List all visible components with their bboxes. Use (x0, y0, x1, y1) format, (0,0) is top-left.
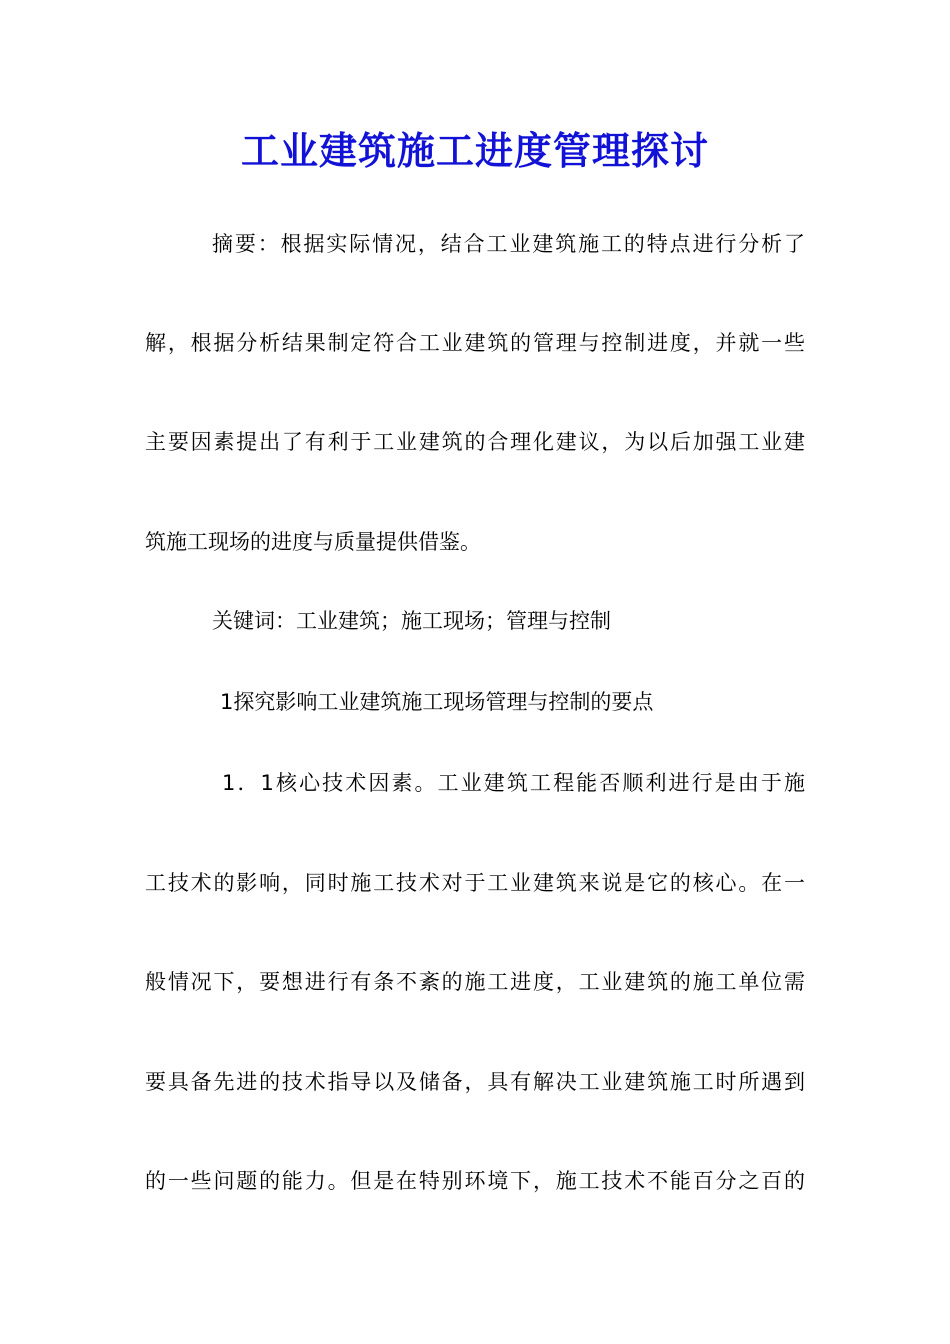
body-line-5: 的一些问题的能力。但是在特别环境下，施工技术不能百分之百的 (145, 1169, 805, 1193)
abstract-line-1: 摘要：根据实际情况，结合工业建筑施工的特点进行分析了 (212, 232, 805, 256)
section-heading: 1探究影响工业建筑施工现场管理与控制的要点 (220, 690, 654, 714)
abstract-line-3: 主要因素提出了有利于工业建筑的合理化建议，为以后加强工业建 (145, 430, 805, 454)
abstract-line-4: 筑施工现场的进度与质量提供借鉴。 (145, 530, 481, 554)
abstract-line-2: 解，根据分析结果制定符合工业建筑的管理与控制进度，并就一些 (145, 331, 805, 355)
keywords-line: 关键词：工业建筑；施工现场；管理与控制 (212, 609, 611, 633)
body-line-2: 工技术的影响，同时施工技术对于工业建筑来说是它的核心。在一 (145, 871, 805, 895)
document-title: 工业建筑施工进度管理探讨 (240, 128, 709, 173)
body-line-3: 般情况下，要想进行有条不紊的施工进度，工业建筑的施工单位需 (145, 970, 805, 994)
body-line-4: 要具备先进的技术指导以及储备，具有解决工业建筑施工时所遇到 (145, 1070, 805, 1094)
body-line-1: 1．1核心技术因素。工业建筑工程能否顺利进行是由于施 (222, 771, 805, 795)
